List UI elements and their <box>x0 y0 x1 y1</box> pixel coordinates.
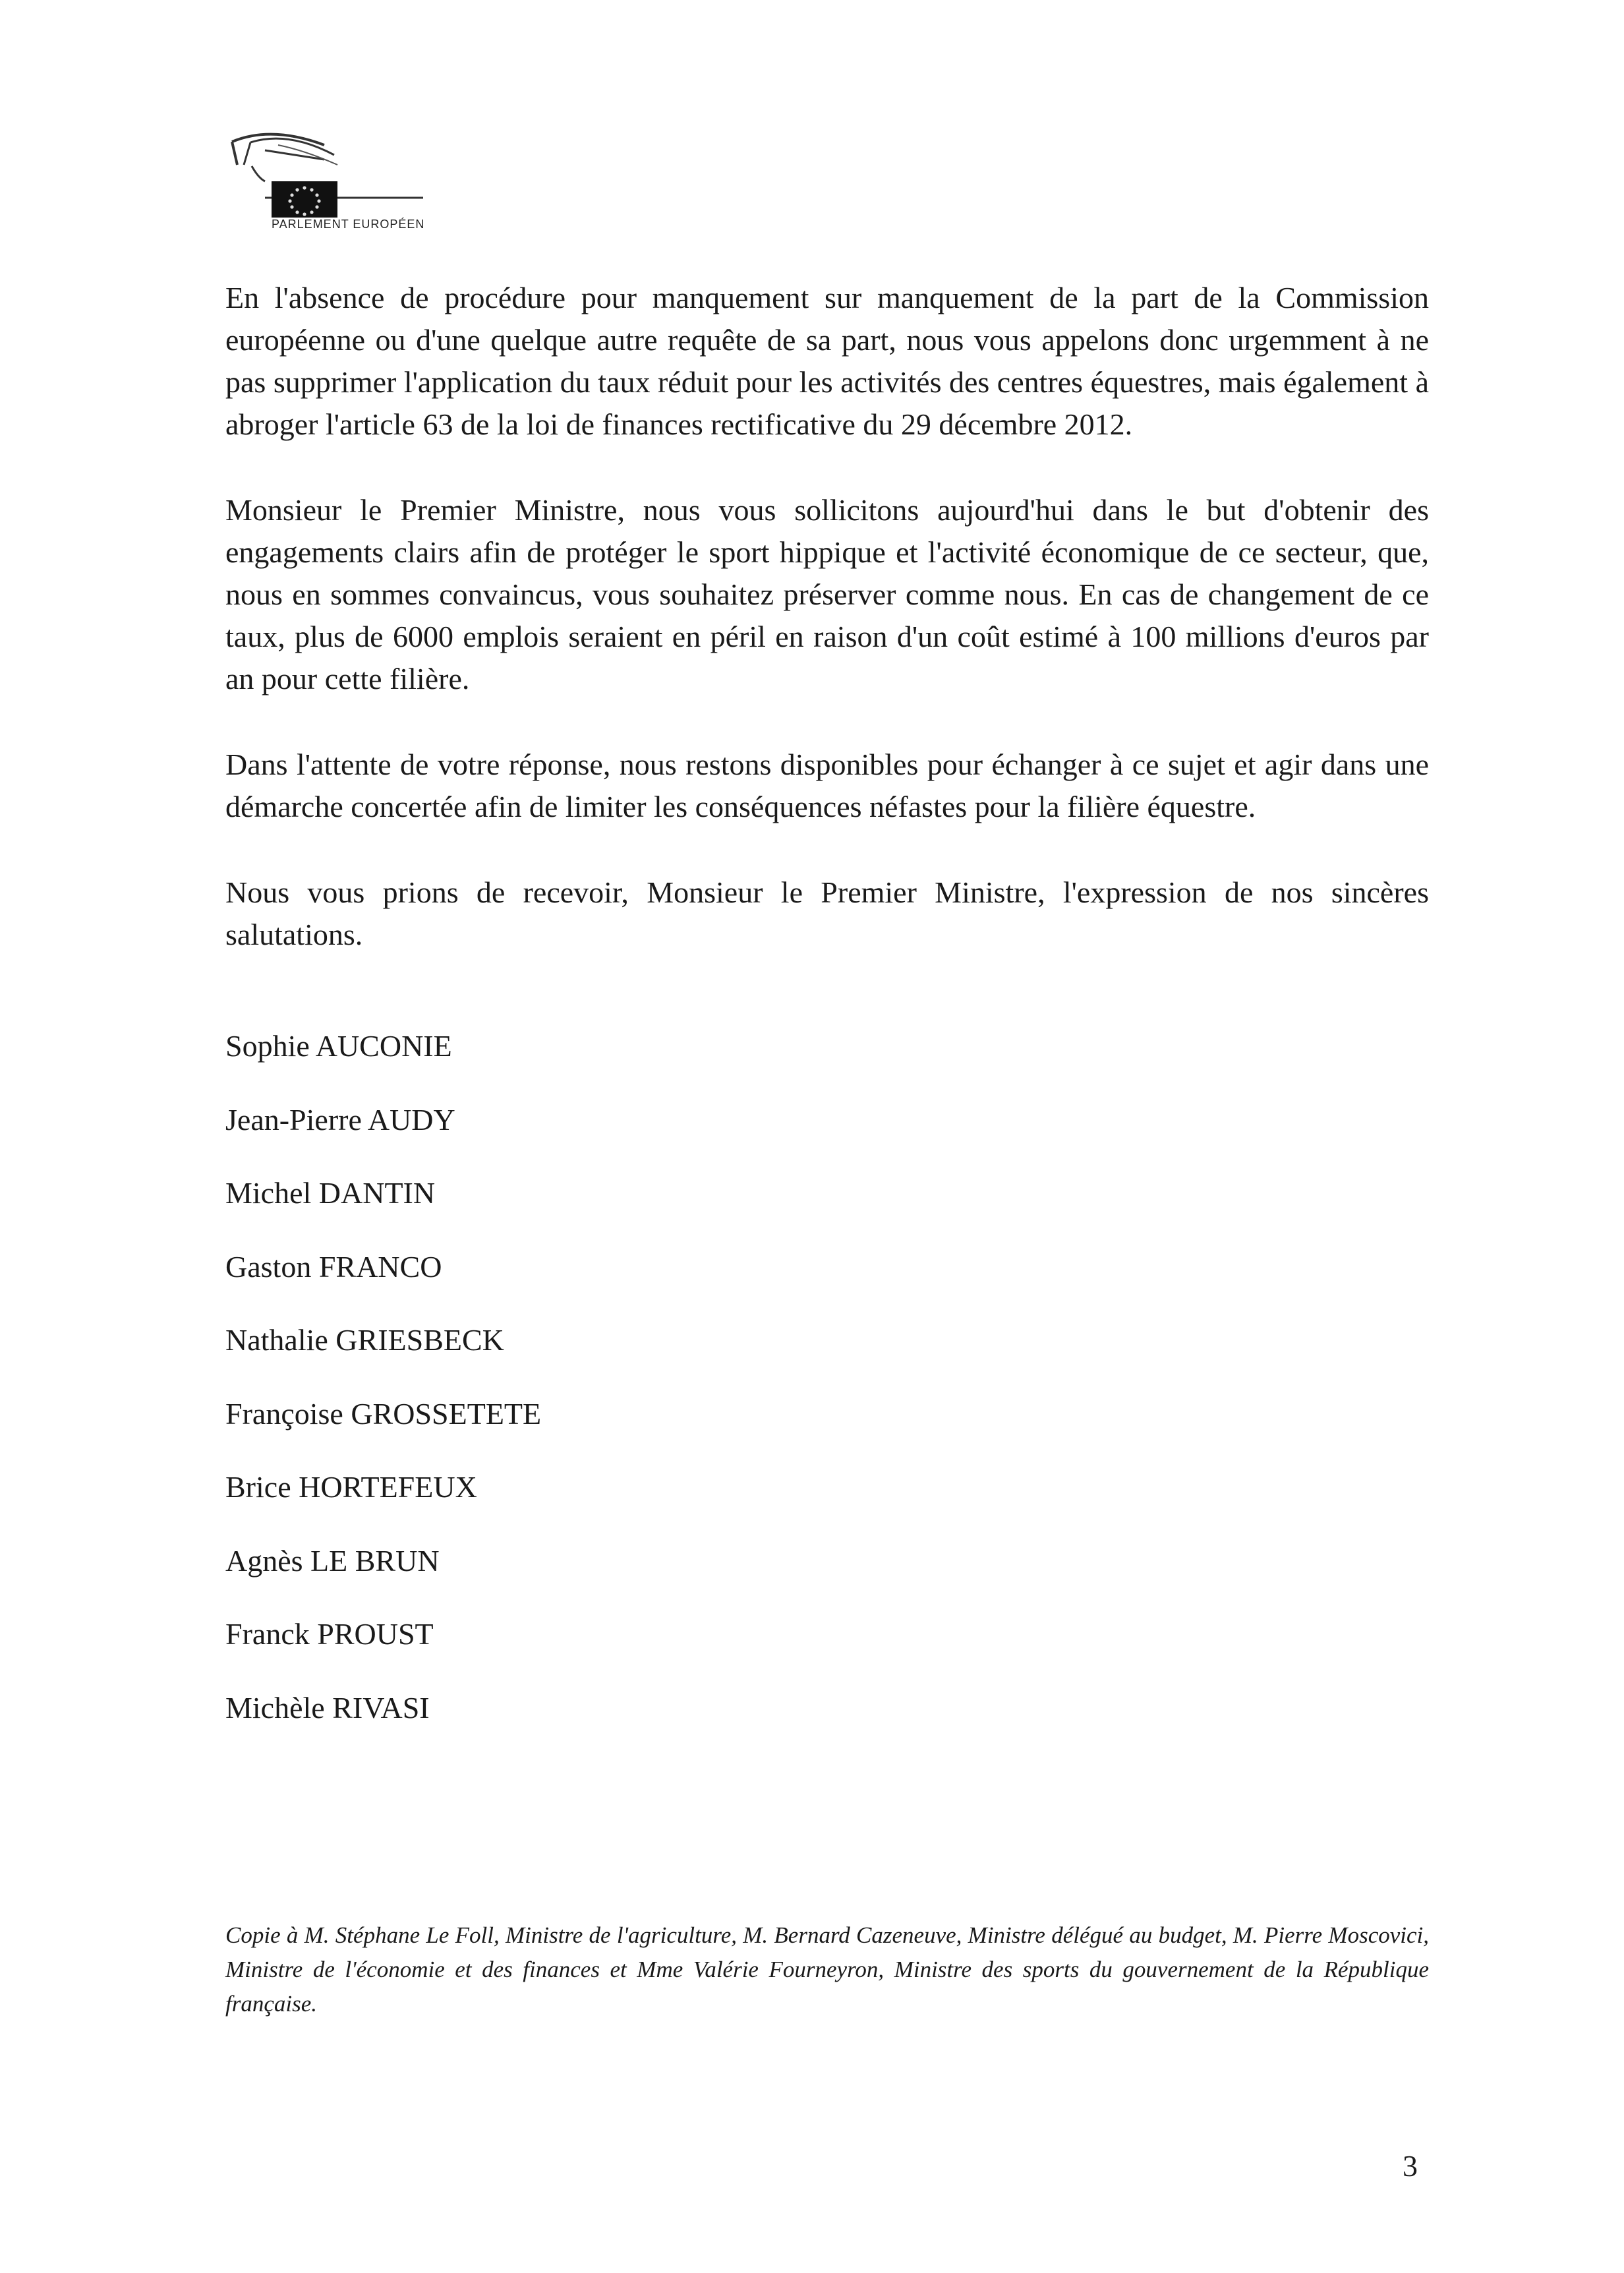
signatory-name: Françoise GROSSETETE <box>225 1396 542 1431</box>
signatory-name: Jean-Pierre AUDY <box>225 1102 455 1136</box>
letter-body <box>225 277 1429 956</box>
signatory-name: Brice HORTEFEUX <box>225 1470 477 1504</box>
paragraph-availability: Dans l'attente de votre réponse, nous restons disponibles pour échanger à ce sujet et agir dans une démarche concertée afin de limiter les conséquences néfastes pour la filière équestre. <box>225 748 1429 823</box>
signatory-name: Franck PROUST <box>225 1617 434 1651</box>
parliament-emblem-icon <box>225 119 430 218</box>
paragraph-appeal: En l'absence de procédure pour manquement sur manquement de la part de la Commission européenne ou d'une quelque autre requête de sa part, nous vous appelons donc urgemment à ne pas supprimer l'application du taux réduit pour les activités des centres équestres, mais également à abroger l'article 63 de la loi de finances rectificative du 29 décembre 2012. <box>225 281 1429 441</box>
signatory-name: Michel DANTIN <box>225 1176 436 1210</box>
page-number: 3 <box>1403 2149 1418 2183</box>
signatory-name: Sophie AUCONIE <box>225 1029 452 1063</box>
copy-note: Copie à M. Stéphane Le Foll, Ministre de l'agriculture, M. Bernard Cazeneuve, Ministre délégué au budget, M. Pierre Moscovici, Ministre de l'économie et des finances et Mme Valérie Fourneyron, Ministre des sports du gouvernement de la République française. <box>225 1922 1429 2017</box>
signatory-name: Agnès LE BRUN <box>225 1543 440 1578</box>
paragraph-request: Monsieur le Premier Ministre, nous vous sollicitons aujourd'hui dans le but d'obtenir des engagements clairs afin de protéger le sport hippique et l'activité économique de ce secteur, que, nous en sommes convaincus, vous souhaitez préserver comme nous. En cas de changement de ce taux, plus de 6000 emplois seraient en péril en raison d'un coût estimé à 100 millions d'euros par an pour cette filière. <box>225 493 1429 695</box>
logo-caption: PARLEMENT EUROPÉEN <box>272 218 425 231</box>
signatories-list <box>225 1025 1016 1760</box>
signatory-name: Nathalie GRIESBECK <box>225 1323 504 1357</box>
signatory-name: Gaston FRANCO <box>225 1249 442 1284</box>
european-parliament-logo <box>225 119 430 244</box>
paragraph-closing: Nous vous prions de recevoir, Monsieur le Premier Ministre, l'expression de nos sincères salutations. <box>225 875 1429 951</box>
signatory-name: Michèle RIVASI <box>225 1690 430 1725</box>
